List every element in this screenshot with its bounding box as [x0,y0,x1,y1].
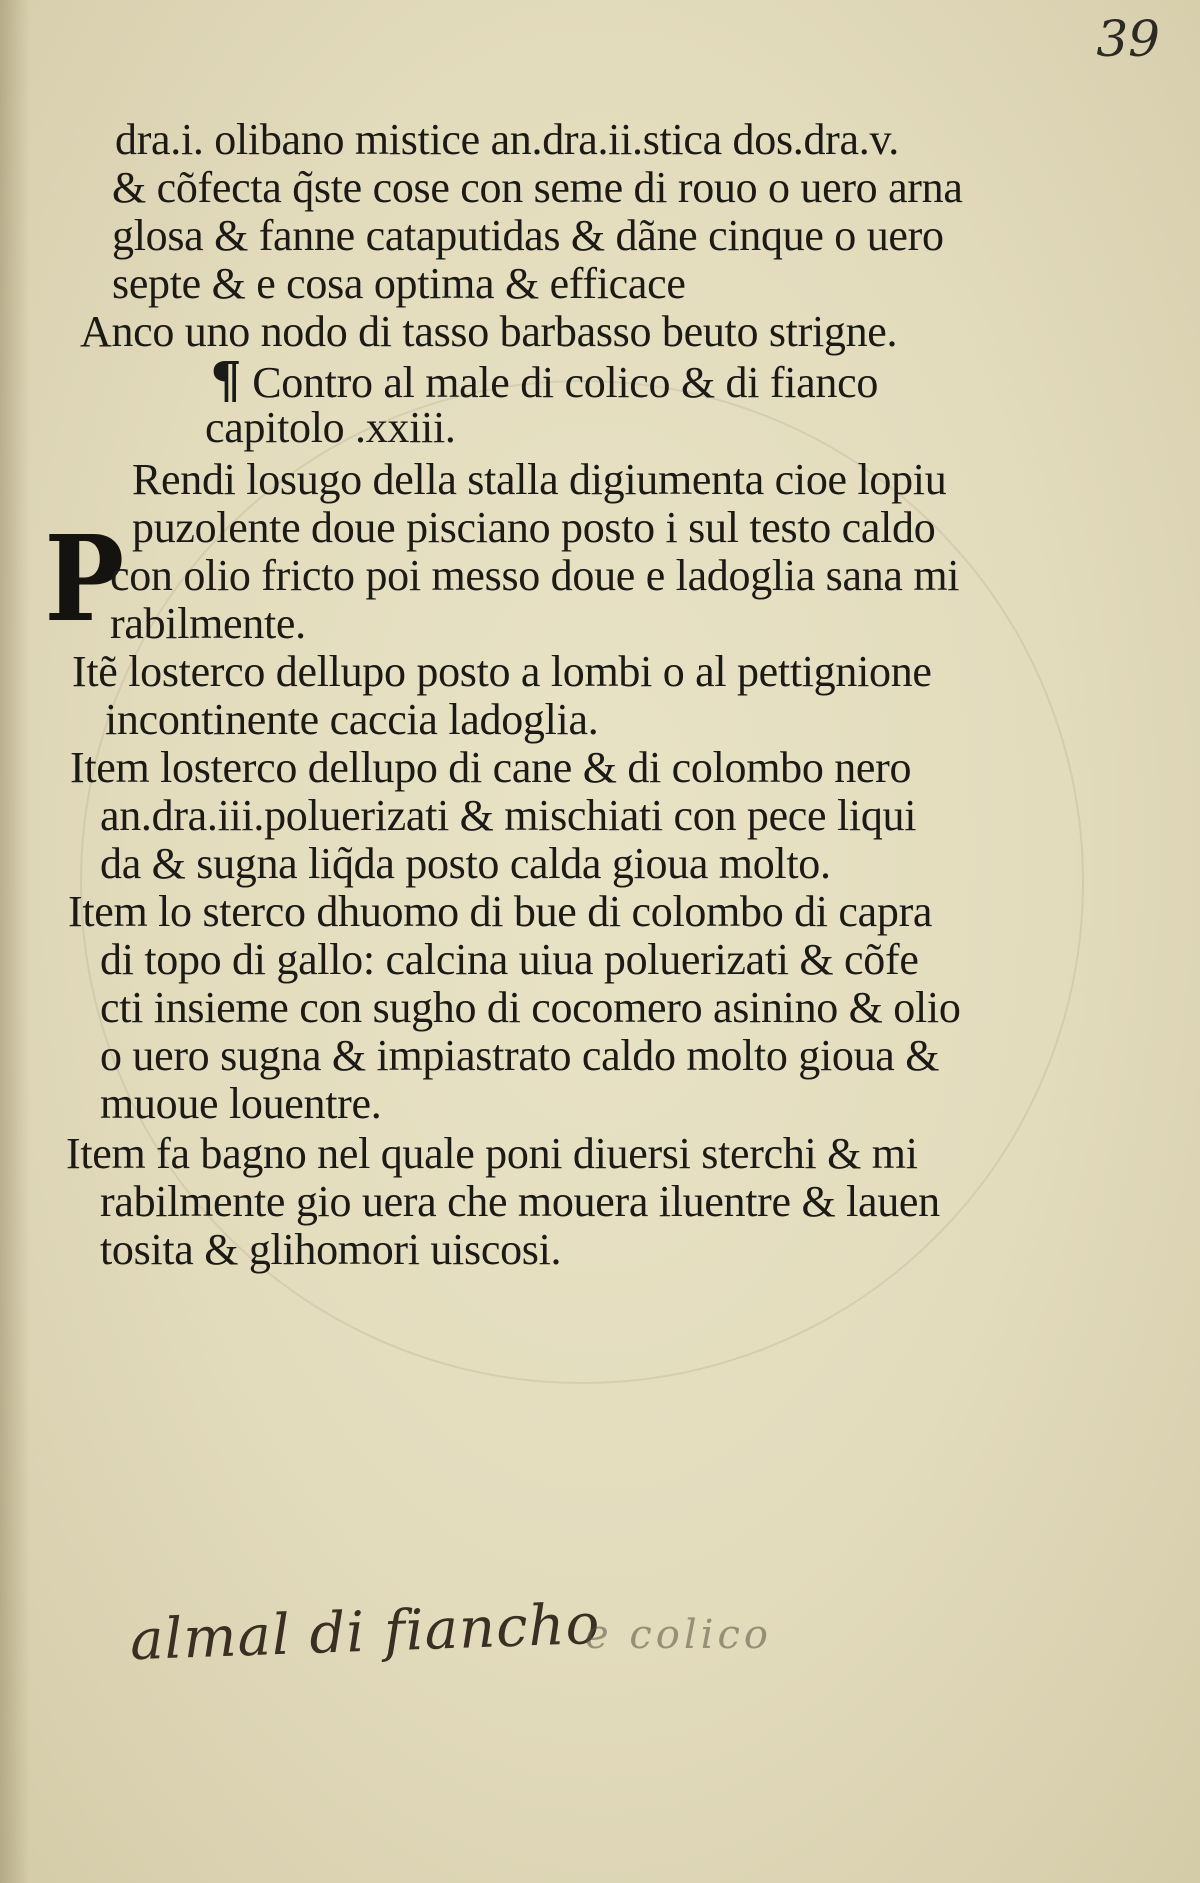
text-line: puzolente doue pisciano posto i sul testo caldo [132,503,936,552]
text-line: di topo di gallo: calcina uiua poluerizati & cõfe [100,935,919,984]
text-line: o uero sugna & impiastrato caldo molto gioua & [100,1031,940,1080]
text-line: Anco uno nodo di tasso barbasso beuto strigne. [80,307,898,356]
text-line: glosa & fanne cataputidas & dãne cinque o uero [112,211,944,260]
text-line: rabilmente. [110,599,306,648]
handwritten-note: almal di fiancho [129,1591,602,1674]
chapter-heading-text: Contro al male di colico & di fianco [252,358,879,407]
text-line: & cõfecta q̃ste cose con seme di rouo o uero arna [112,163,963,212]
chapter-number: capitolo .xxiii. [205,403,456,452]
text-line: tosita & glihomori uiscosi. [100,1225,562,1274]
drop-cap-initial: P [44,509,125,648]
text-line: Itẽ losterco dellupo posto a lombi o al pettignione [72,647,932,696]
text-line: incontinente caccia ladoglia. [105,695,599,744]
text-line: dra.i. olibano mistice an.dra.ii.stica dos.dra.v. [115,115,900,164]
text-line: cti insieme con sugho di cocomero asinino & olio [100,983,961,1032]
text-line: con olio fricto poi messo doue e ladoglia sana mi [110,551,960,600]
text-line: Item losterco dellupo di cane & di colombo nero [70,743,912,792]
text-line: an.dra.iii.poluerizati & mischiati con pece liqui [100,791,917,840]
text-line: da & sugna liq̃da posto calda gioua molto. [100,839,831,888]
folio-number: 39 [1096,10,1160,68]
pilcrow-mark: ¶ [210,350,242,409]
handwritten-note-faint: e colico [585,1612,772,1658]
text-line: Item fa bagno nel quale poni diuersi sterchi & mi [66,1129,918,1178]
text-line: rabilmente gio uera che mouera iluentre & lauen [100,1177,940,1226]
text-line: Rendi losugo della stalla digiumenta cioe lopiu [132,455,947,504]
text-line: muoue louentre. [100,1079,382,1128]
text-line: septe & e cosa optima & efficace [112,259,686,308]
text-line: Item lo sterco dhuomo di bue di colombo di capra [68,887,933,936]
